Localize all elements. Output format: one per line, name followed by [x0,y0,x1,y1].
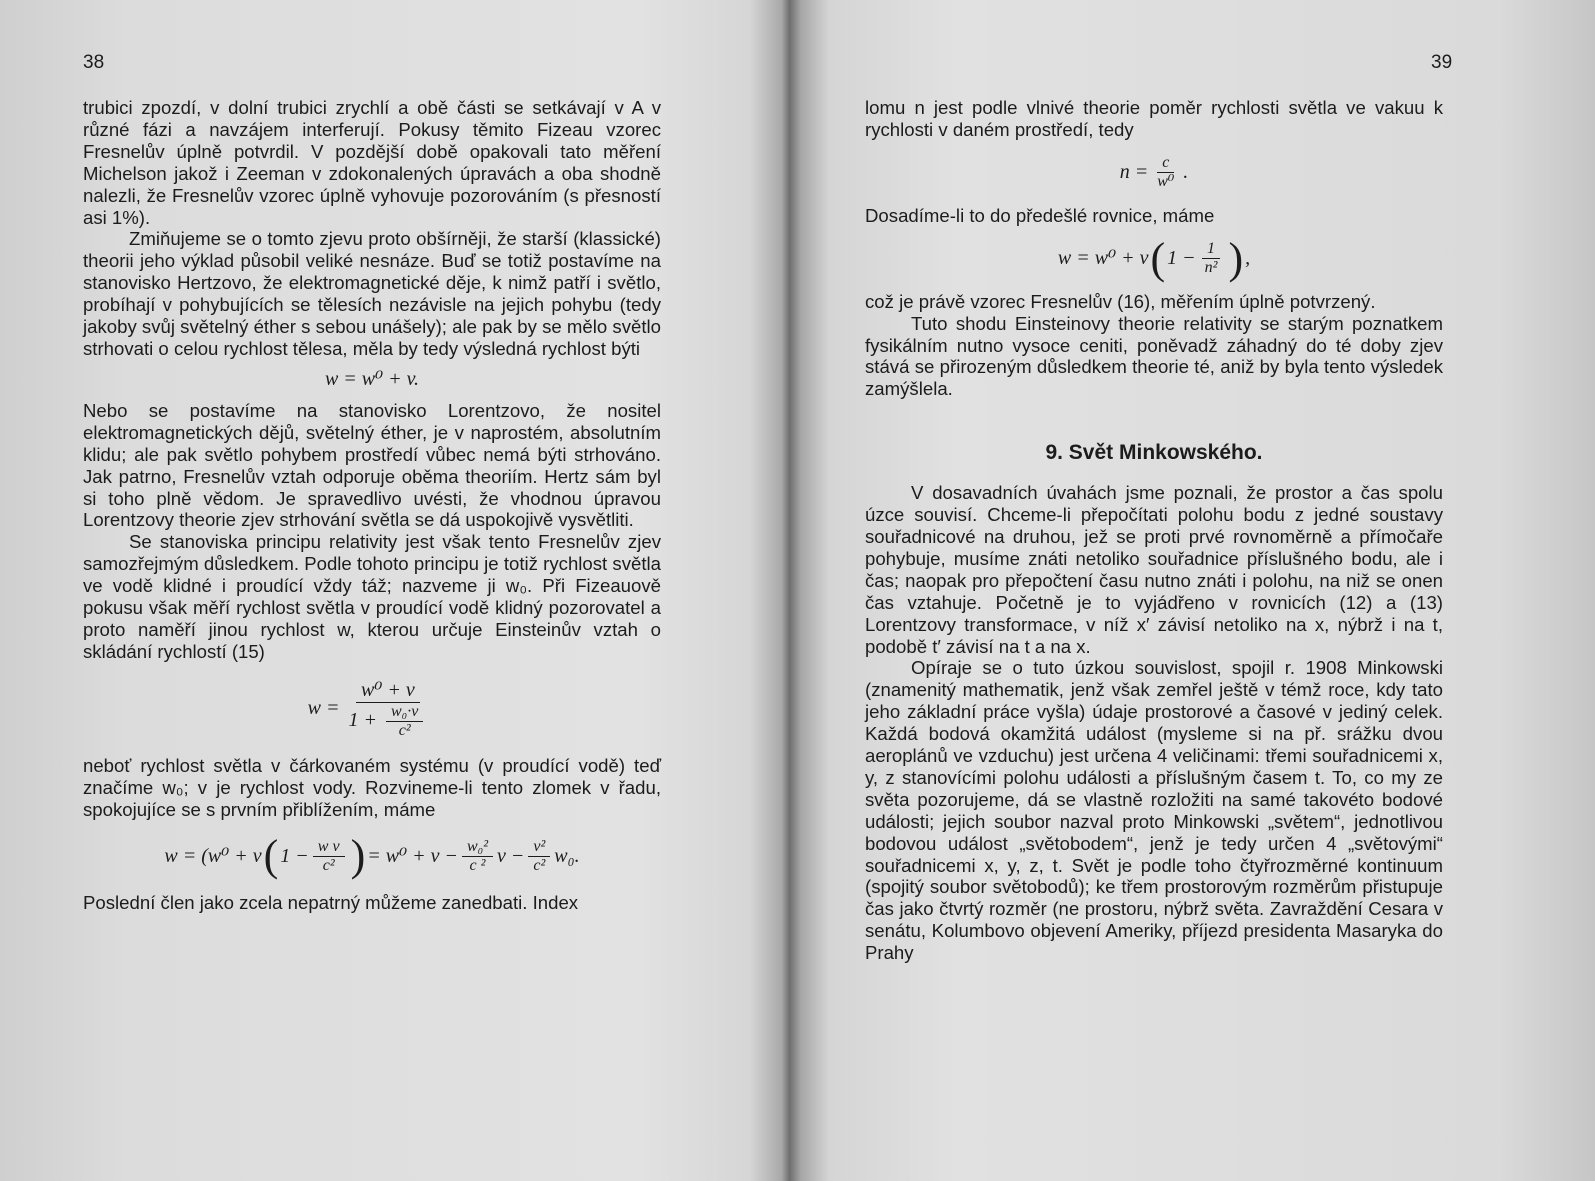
equation-einstein-addition [83,663,661,755]
fraction-denominator: c² [533,856,546,874]
right-page [785,0,1595,1181]
equation-series-expansion [83,820,661,892]
fraction-denominator: n² [1204,259,1218,277]
fraction-numerator: w₀·v [386,703,423,722]
right-text-column [865,97,1443,964]
paragraph: trubici zpozdí, v dolní trubici zrychlí a obě části se setkávají v A v různé fázi a navzájem interferují. Pokusy těmito Fizeau vzorec Fresnelův úplně potvrdil. V pozdější době opakovali tato měření Michelson jakož i Zeeman v zdokonalených úpravách a oba shodně nalezli, že Fresnelův vzorec úplně vyhovuje pozorováním (s přesností asi 1%). [83,97,661,228]
equation-refraction-index [865,141,1443,205]
paren-close: ) [1228,233,1244,283]
eq-term: w = (w⁰ + v [164,844,262,867]
fraction-numerator: w₀² [462,838,493,857]
left-text-column [83,97,661,914]
fraction [1200,240,1223,277]
equation-w-sum: w = w⁰ + v. [324,367,420,390]
paragraph: Opíraje se o tuto úzkou souvislost, spojil r. 1908 Minkowski (znamenitý mathematik, jenž však zemřel ještě v témž roce, kdy tato jeho základní práce vyšla) údaje prostorové a časové v jediný celek. Každá bodová okamžitá událost (mysleme si na př. srážku dvou aeroplánů ve vzduchu) jest určena 4 veličinami: třemi souřadnicemi x, y, z stanovícími polohu události a příslušným časem t. To, co my ze světa pozorujeme, dá se vlastně rozložiti na samé takovéto bodové události; jejich soubor nazval proto Minkowski „světem“, jednotlivou bodovou událost „světobodem“, jenž je tedy určen 4 „světovými“ souřadnicemi x, y, z, t. Svět je podle toho čtyřrozměrné kontinuum (spojitý soubor světobodů); ke třem prostorovým rozměrům přistupuje čas jako čtvrtý rozměr (ne prostoru, nýbrž světa. Zavraždění Cesara v senátu, Kolumbovo objevení Ameriky, příjezd presidenta Masaryka do Prahy [865,657,1443,964]
fraction [1152,154,1179,191]
eq-term: w₀. [554,844,580,867]
page-number: 39 [1431,52,1453,73]
fraction [344,678,433,740]
eq-term: = w⁰ + v − [367,844,458,867]
page-number: 38 [83,52,105,73]
eq-term: v − [497,844,525,867]
paragraph: neboť rychlost světla v čárkovaném systému (v proudící vodě) teď značíme w₀; v je rychlost vody. Rozvineme-li tento zlomek v řadu, spokojujíce se s prvním přiblížením, máme [83,754,661,820]
paragraph: Zmiňujeme se o tomto zjevu proto obšírněji, že starší (klassické) theorii jeho výklad působil veliké nesnáze. Buď se totiž postavíme na stanovisko Hertzovo, že elektromagnetické děje, k nimž patří i světlo, probíhají v pohybujících se tělesích nezávisle na jejich pohybu (tedy jakoby svůj světelný éther s sebou unášely); ale pak by se mělo světlo strhovati o celou rychlost tělesa, měla by tedy výsledná rychlost býti [83,228,661,359]
paragraph: V dosavadních úvahách jsme poznali, že prostor a čas spolu úzce souvisí. Chceme-li přepočítati polohu bodu z jedné soustavy souřadnicové na druhou, jež se proti prvé rovnoměrně a přímočaře pohybuje, musíme znáti netoliko souřadnice příslušného bodu, ale i čas; naopak pro přepočtení času nutno znáti i polohu, na niž se onen čas vztahuje. Početně je to vyjádřeno v rovnicích (12) a (13) Lorentzovy transformace, v níž x′ závisí netoliko na x, nýbrž i na t, podobě t′ závisí na t a na x. [865,482,1443,657]
eq-lhs: w = [307,696,340,719]
eq-term: w = w⁰ + v [1057,246,1149,269]
fraction-numerator: w⁰ + v [356,678,420,703]
paragraph: Se stanoviska principu relativity jest však tento Fresnelův zjev samozřejmým důsledkem. Podle tohoto principu je totiž rychlost světla ve vodě klidné i proudící vždy táž; nazveme ji w₀. Při Fizeauově pokusu však měří rychlost světla v proudící vodě klidný pozorovatel a proto naměří jinou rychlost w, kterou určuje Einsteinův vztah o skládání rychlostí (15) [83,531,661,662]
paren-close: ) [350,831,366,881]
equation-fresnel [865,227,1443,291]
fraction-numerator: 1 [1202,240,1220,259]
eq-term: . [1183,160,1189,183]
paragraph: lomu n jest podle vlnivé theorie poměr rychlosti světla ve vakuu k rychlosti v daném prostředí, tedy [865,97,1443,140]
paren-open: ( [1150,233,1166,283]
paragraph: Poslední člen jako zcela nepatrný můžeme zanedbati. Index [83,892,579,914]
paragraph: což je právě vzorec Fresnelův (16), měřením úplně potvrzený. [865,290,1376,312]
fraction [313,838,345,875]
eq-lhs: n = [1119,160,1149,183]
section-heading: 9. Svět Minkowského. [1045,441,1263,465]
fraction [528,838,550,875]
fraction-numerator: w v [313,838,345,857]
paragraph: Dosadíme-li to do předešlé rovnice, máme [865,204,1215,226]
fraction-numerator: v² [528,838,550,857]
fraction-denominator: c ² [469,856,486,874]
paragraph: Tuto shodu Einsteinovy theorie relativity se starým poznatkem fysikálním nutno vysoce ceniti, poněvadž záhadný do té doby zjev stává se přirozeným důsledkem theorie té, aniž by byla tento výsledek zamýšlela. [865,312,1443,400]
fraction-denominator: c² [398,721,411,739]
paragraph: Nebo se postavíme na stanovisko Lorentzovo, že nositel elektromagnetických dějů, světelný éther, je v naprostém, absolutním klidu; ale pak světlo pohybem prostředí vůbec nemá býti strhováno. Jak patrno, Fresnelův vztah odporuje oběma theoriím. Hertz sám byl si toho plně vědom. Je spravedlivo uvésti, že vhodnou úpravou Lorentzovy theorie zjev strhování světla se dá uspokojivě vysvětliti. [83,399,661,531]
fraction-denominator: w⁰ [1157,173,1175,191]
fraction-denominator [344,703,433,740]
fraction [462,838,493,875]
paren-open: ( [263,831,279,881]
inner-fraction [386,703,423,740]
eq-term: 1 + [348,708,377,731]
fraction-numerator: c [1157,154,1174,173]
left-page [0,0,775,1181]
eq-term: 1 − [280,844,309,867]
eq-term: , [1245,246,1251,269]
fraction-denominator: c² [322,856,335,874]
eq-term: 1 − [1167,246,1196,269]
